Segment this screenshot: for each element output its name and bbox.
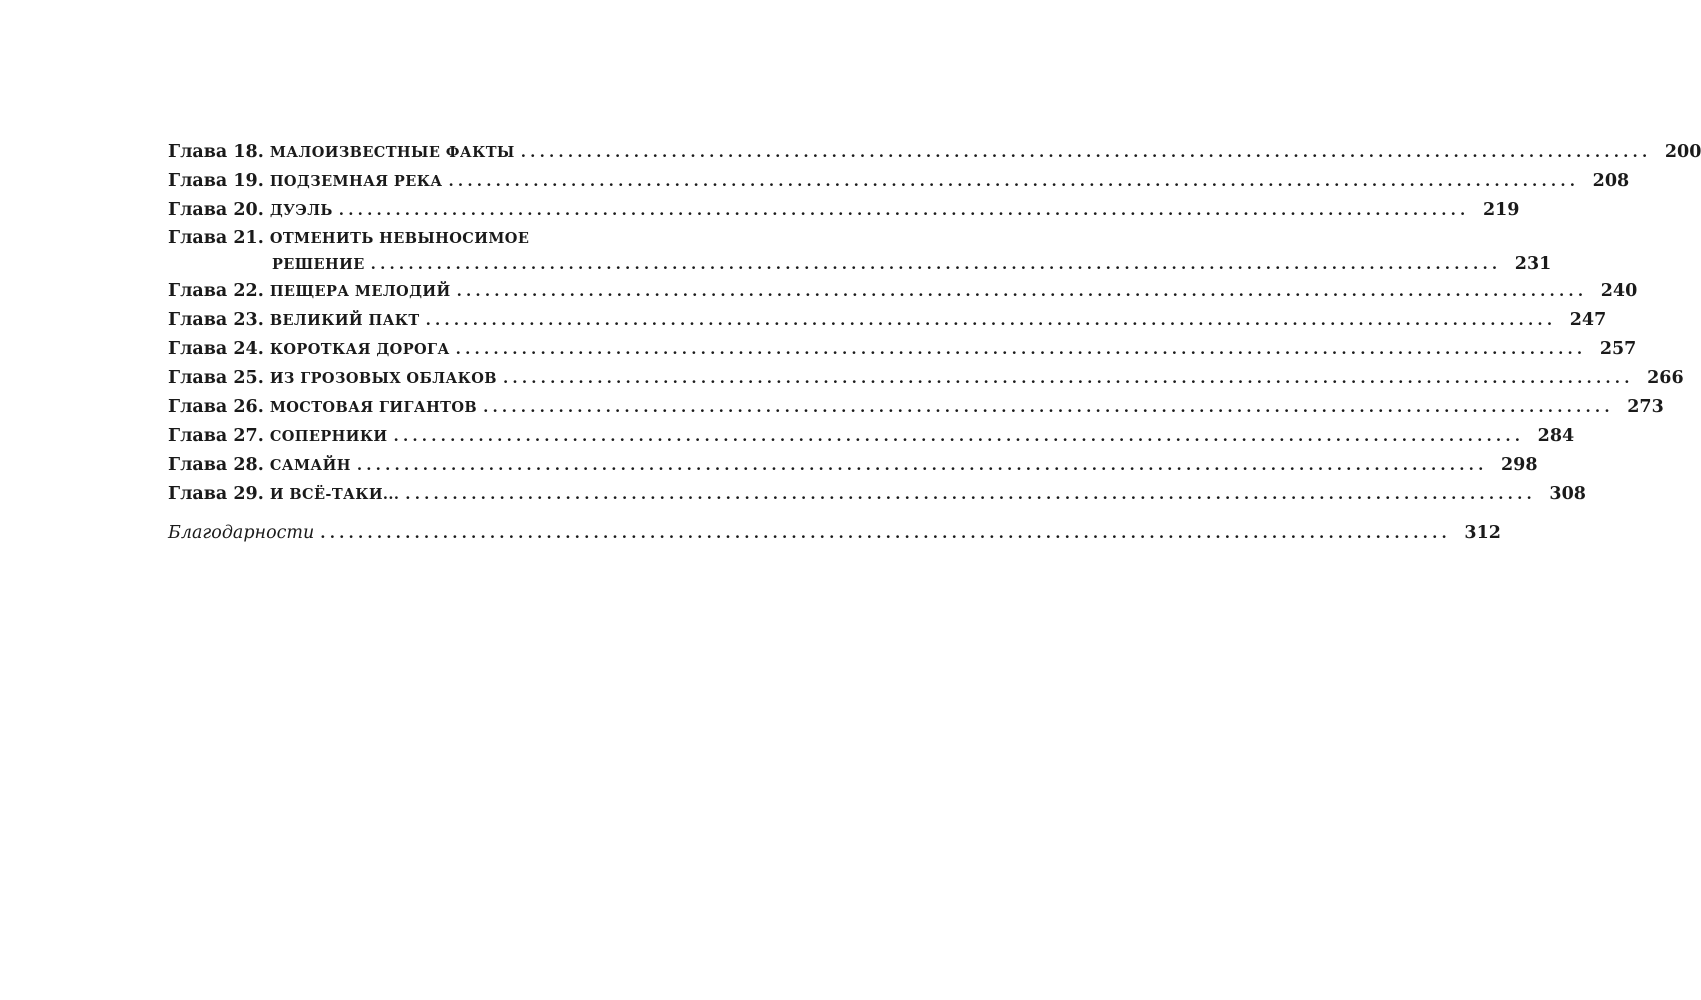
chapter-label: Глава 21.	[168, 228, 264, 248]
dot-leader: ........................................................................................................................	[393, 427, 1525, 445]
chapter-title: КОРОТКАЯ ДОРОГА	[269, 341, 450, 358]
chapter-title: ВЕЛИКИЙ ПАКТ	[269, 312, 420, 329]
toc-entry-chapter-20[interactable]	[168, 196, 1520, 225]
chapter-label: Глава 20.	[168, 200, 264, 220]
page-number: 231	[1514, 254, 1552, 274]
dot-leader: ........................................................................................................................	[502, 369, 1634, 387]
chapter-label: Глава 29.	[168, 484, 264, 504]
chapter-title: ИЗ ГРОЗОВЫХ ОБЛАКОВ	[269, 370, 497, 387]
page-number: 257	[1599, 339, 1637, 359]
page-number: 247	[1569, 310, 1607, 330]
chapter-title: СОПЕРНИКИ	[269, 428, 388, 445]
page-number: 219	[1482, 200, 1520, 220]
toc-entry-acknowledgements[interactable]	[168, 519, 1501, 548]
chapter-label: Глава 22.	[168, 281, 264, 301]
page-number: 200	[1664, 142, 1701, 162]
section-spacer	[168, 509, 690, 519]
toc-entry-chapter-24[interactable]	[168, 335, 1637, 364]
page-number: 308	[1549, 484, 1586, 504]
dot-leader: ........................................................................................................................	[320, 524, 1451, 542]
page-number: 284	[1537, 426, 1575, 446]
toc-entry-chapter-25[interactable]	[168, 364, 1684, 393]
dot-leader: ........................................................................................................................	[338, 201, 1470, 219]
chapter-title-continued: РЕШЕНИЕ	[272, 256, 365, 273]
dot-leader: ........................................................................................................................	[483, 398, 1614, 416]
page-number: 273	[1627, 397, 1664, 417]
chapter-title: ПЕЩЕРА МЕЛОДИЙ	[269, 283, 451, 300]
dot-leader: ........................................................................................................................	[455, 340, 1587, 358]
chapter-title: МАЛОИЗВЕСТНЫЕ ФАКТЫ	[269, 144, 515, 161]
chapter-label: Глава 19.	[168, 171, 264, 191]
table-of-contents	[168, 138, 1701, 548]
chapter-label: Глава 26.	[168, 397, 264, 417]
chapter-title: ПОДЗЕМНАЯ РЕКА	[269, 173, 443, 190]
toc-entry-chapter-22[interactable]	[168, 277, 1638, 306]
chapter-label: Глава 27.	[168, 426, 264, 446]
chapter-label: Глава 28.	[168, 455, 264, 475]
page-number: 240	[1600, 281, 1638, 301]
toc-entry-chapter-18[interactable]	[168, 138, 1701, 167]
dot-leader: ........................................................................................................................	[370, 255, 1502, 273]
dot-leader: ........................................................................................................................	[456, 282, 1588, 300]
chapter-label: Глава 25.	[168, 368, 264, 388]
chapter-label: Глава 24.	[168, 339, 264, 359]
toc-entry-chapter-19[interactable]	[168, 167, 1630, 196]
dot-leader: ........................................................................................................................	[520, 143, 1652, 161]
page-number: 266	[1647, 368, 1684, 388]
chapter-title: САМАЙН	[269, 457, 351, 474]
chapter-title: И ВСЁ-ТАКИ...	[269, 486, 400, 503]
toc-entry-chapter-29[interactable]	[168, 480, 1586, 509]
chapter-label: Глава 23.	[168, 310, 264, 330]
toc-entry-chapter-26[interactable]	[168, 393, 1664, 422]
toc-entry-chapter-28[interactable]	[168, 451, 1538, 480]
acknowledgements-label: Благодарности	[168, 523, 315, 543]
entry-first-line	[168, 225, 690, 251]
dot-leader: ........................................................................................................................	[356, 456, 1488, 474]
chapter-title: ДУЭЛЬ	[269, 202, 333, 219]
page-number: 298	[1500, 455, 1538, 475]
toc-entry-chapter-23[interactable]	[168, 306, 1607, 335]
dot-leader: ........................................................................................................................	[448, 172, 1580, 190]
dot-leader: ........................................................................................................................	[425, 311, 1557, 329]
dot-leader: ........................................................................................................................	[405, 485, 1536, 503]
entry-second-line	[168, 251, 1552, 277]
chapter-title: МОСТОВАЯ ГИГАНТОВ	[269, 399, 478, 416]
chapter-label: Глава 18.	[168, 142, 264, 162]
page-number: 208	[1592, 171, 1630, 191]
chapter-title: ОТМЕНИТЬ НЕВЫНОСИМОЕ	[269, 230, 530, 247]
toc-entry-chapter-21[interactable]	[168, 225, 1552, 277]
page-number: 312	[1464, 523, 1501, 543]
toc-entry-chapter-27[interactable]	[168, 422, 1575, 451]
